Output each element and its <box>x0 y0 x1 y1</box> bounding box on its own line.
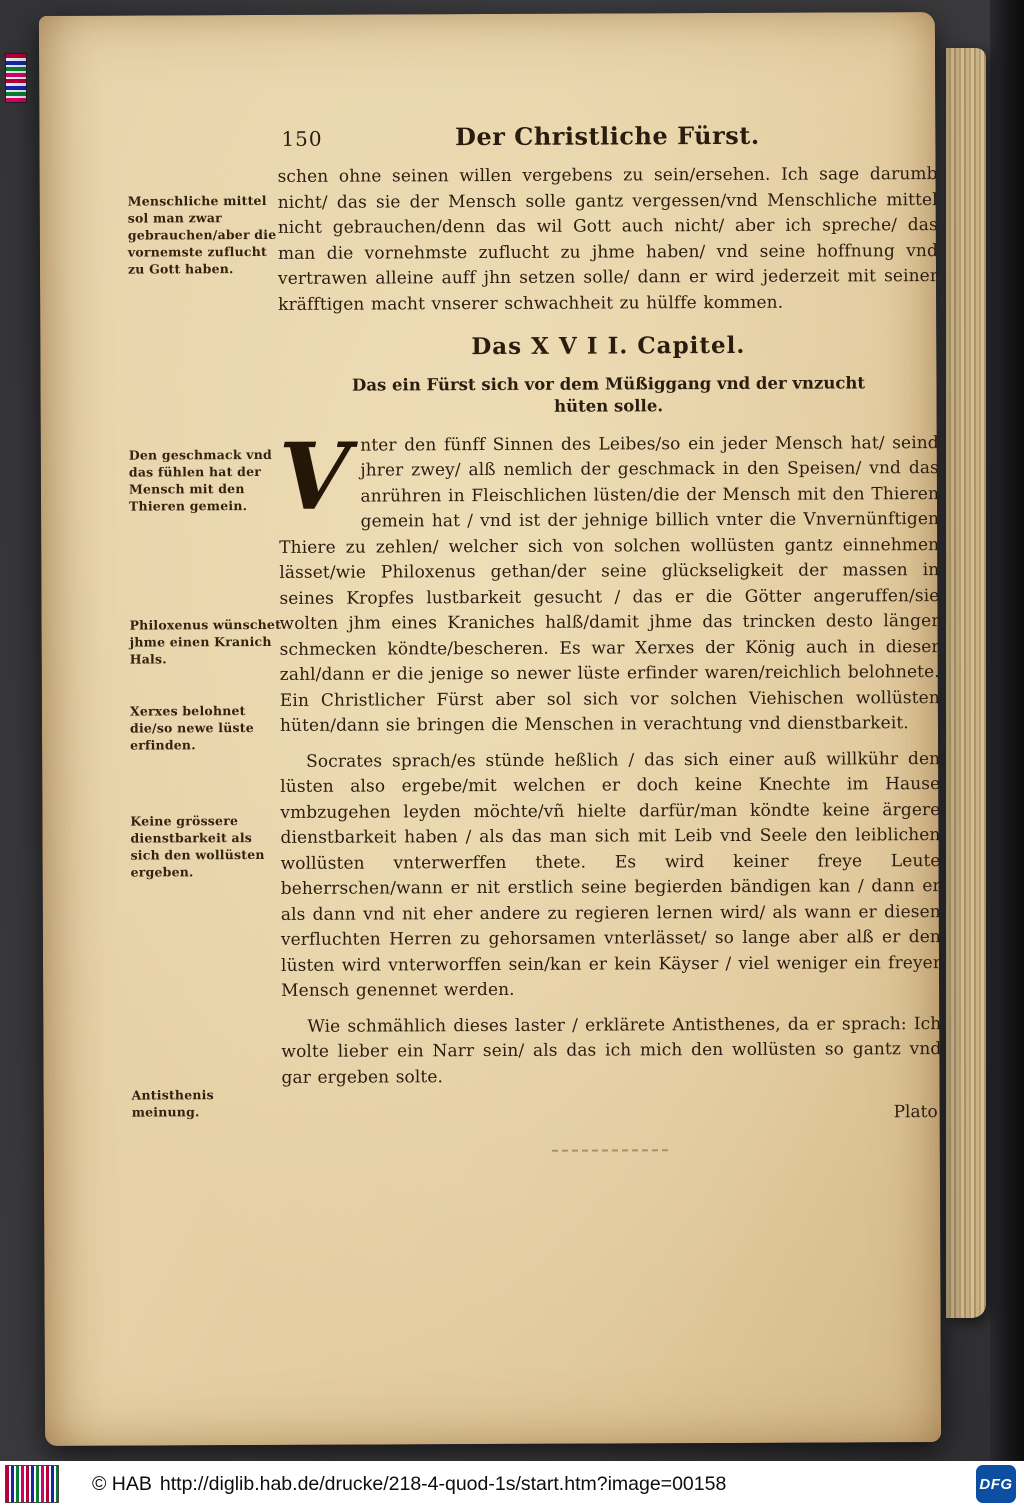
chapter-heading: Das X V I I. Capitel. <box>471 331 746 361</box>
color-calibration-mark-top <box>6 54 26 102</box>
main-text-column <box>277 120 941 1153</box>
chapter-first-paragraph <box>278 422 940 740</box>
margin-note: Philoxenus wünschet jhme einen Kranich Hals. <box>129 616 282 667</box>
running-title: Der Christliche Fürst. <box>455 120 760 152</box>
page-number: 150 <box>281 126 323 151</box>
viewer-footer-bar <box>0 1461 1024 1507</box>
margin-note: Keine grössere dienstbarkeit als sich den wollüsten ergeben. <box>130 813 265 880</box>
antisthenes-paragraph: Wie schmählich dieses laster / erklärete Antisthenes, da er sprach: Ich wolte lieber ein Narr sein/ als das ich mich den wollüsten so gantz vnd gar ergeben solte. <box>281 1013 942 1088</box>
margin-note: Antisthenis meinung. <box>131 1087 214 1120</box>
scanned-page <box>39 12 941 1446</box>
page-header <box>277 120 937 157</box>
copyright-label: © HAB <box>92 1472 152 1495</box>
margin-note: Menschliche mittel sol man zwar gebrauchen/aber die vornemste zuflucht zu Gott haben. <box>127 192 277 277</box>
book-fore-edge <box>946 48 986 1318</box>
margin-note: Den geschmack vnd das fühlen hat der Mensch mit den Thieren gemein. <box>128 446 272 514</box>
page-bottom-mark <box>552 1149 672 1152</box>
opening-paragraph: schen ohne seinen willen vergebens zu sein/ersehen. Ich sage darumb nicht/ das sie der Mensch solle gantz vergessen/vnd Menschliche mittel nicht gebrauchen/denn das wil Gott auch nicht/ aber ich spreche/ das man die vornehmste zuflucht zu jhme haben/ vnd seine hoffnung vnd vertrawen alleine auff jhn setzen solle/ dann er wird jederzeit mit seiner kräfftigen macht vnserer schwachheit zu hülffe kommen. <box>277 164 939 315</box>
margin-note: Xerxes belohnet die/so newe lüste erfinden. <box>129 703 254 753</box>
catchword: Plato <box>893 1102 938 1123</box>
drop-cap-initial: V <box>278 422 351 531</box>
socrates-paragraph: Socrates sprach/es stünde heßlich / das sich einer auß willkühr den lüsten also ergebe/mit welchen er doch keine Knechte im Hause vmbzugehen leyden möchte/vñ hielte darfür/man köndte keine ärgere dienstbarkeit haben / als das man sich mit Leib vnd Seele den leiblichen wollüsten vnterwerffen thete. Es wird keiner freye Leute beherrschen/wann er nit erstlich seine begierden bändigen kan / dann er als dann vnd nit eher andere zu regieren lernen wird/ als wann er diesen verfluchten Herren zu gehorsamen vnterlässet/ so lange aber alß er den lüsten wird vnterworffen sein/kan er kein Käyser / viel weniger ein freyer Mensch genennet werden. <box>280 748 942 1001</box>
color-calibration-mark-bottom <box>6 1466 58 1502</box>
source-url[interactable]: http://diglib.hab.de/drucke/218-4-quod-1s/start.htm?image=00158 <box>159 1472 727 1495</box>
image-right-edge <box>990 0 1024 1461</box>
dfg-logo: DFG <box>976 1465 1016 1503</box>
footer-citation <box>92 1473 726 1496</box>
paragraph-text: nter den fünff Sinnen des Leibes/so ein jeder Mensch hat/ seind jhrer zwey/ alß nemlich der geschmack in den Speisen/ vnd das anrühren in Fleischlichen lüsten/die der Mensch mit den Thieren gemein hat / vnd ist der jehnige billich vnter die Vnvernünftigen Thiere zu zehlen/ welcher sich von solchen wollüsten gantz einnehmen lässet/wie Philoxenus gethan/der seine glückseligkeit der massen in seines Kropfes lustbarkeit gesucht / das er die Götter angeruffen/sie wolten jhm eines Kraniches halß/damit jhme das trincken desto länger schmecken köndte/bescheren. Es war Xerxes der König auch in dieser zahl/dann er die jenige so newer lüste erfinder waren/reichlich belohnete. Ein Christlicher Fürst aber sol sich vor solchen Viehischen wollüsten hüten/dann sie bringen die Menschen in verachtung vnd dienstbarkeit. <box>279 432 940 736</box>
chapter-subtitle: Das ein Fürst sich vor dem Müßiggang vnd der vnzucht hüten solle. <box>351 373 866 416</box>
